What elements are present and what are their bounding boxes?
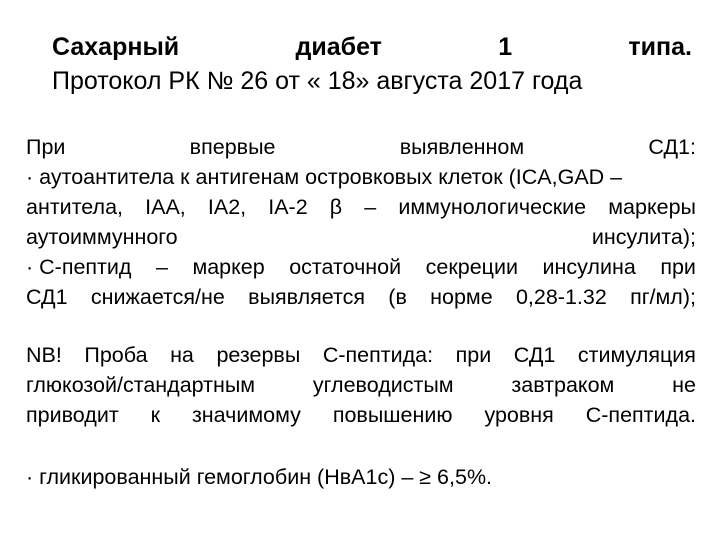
text-word: значимому: [191, 403, 301, 427]
text-word: маркеры: [608, 195, 696, 219]
text-word: уровня: [484, 403, 554, 427]
text-word: (в: [388, 285, 407, 309]
text-word: β: [329, 195, 343, 219]
text-word: повышению: [332, 403, 453, 427]
text-word: к: [150, 403, 161, 427]
section-diagnosis-markers: [26, 132, 696, 312]
text-line: [26, 192, 696, 222]
text-word: на: [170, 343, 194, 367]
text-word: антитела,: [26, 195, 124, 219]
title-word: диабет: [295, 33, 382, 61]
text-word: IA2,: [207, 195, 247, 219]
text-line: [26, 132, 696, 162]
text-word: IA-2: [268, 195, 308, 219]
text-word: маркер: [192, 255, 265, 279]
text-word: иммунологические: [398, 195, 587, 219]
text-word: снижается/не: [90, 285, 225, 309]
text-word: впервые: [189, 135, 276, 159]
text-word: выявленном: [399, 135, 525, 159]
section-hba1c: [26, 462, 696, 492]
text-word: не: [672, 373, 696, 397]
text-line: [26, 282, 696, 312]
text-word: СД1: [513, 343, 556, 367]
text-word: норме: [430, 285, 493, 309]
text-line: [26, 222, 696, 252]
text-word: инсулита);: [591, 225, 696, 249]
section-nb-note: [26, 340, 696, 430]
text-word: С-пептида:: [322, 343, 434, 367]
text-word: приводит: [26, 403, 119, 427]
title-word: Сахарный: [52, 33, 180, 61]
text-word: При: [26, 135, 66, 159]
text-line: [26, 400, 696, 430]
text-word: · С-пептид: [26, 255, 132, 279]
nb-label: NB!: [26, 343, 62, 367]
text-word: пг/мл);: [630, 285, 696, 309]
text-word: инсулина: [542, 255, 636, 279]
text-word: углеводистым: [312, 373, 454, 397]
text-word: –: [364, 195, 377, 219]
text-line: [26, 370, 696, 400]
text-word: выявляется: [248, 285, 366, 309]
title-line-1: [52, 30, 692, 64]
text-word: аутоиммунного: [26, 225, 178, 249]
slide-title: [52, 30, 692, 98]
text-line: [26, 340, 696, 370]
text-word: завтраком: [511, 373, 615, 397]
text-line: · гликированный гемоглобин (НвА1с) – ≥ 6,5%.: [26, 465, 493, 489]
text-word: секреции: [425, 255, 519, 279]
text-line: [26, 252, 696, 282]
text-word: глюкозой/стандартным: [26, 373, 256, 397]
title-word: типа.: [628, 33, 692, 61]
text-word: стимуляция: [577, 343, 696, 367]
text-word: СД1: [26, 285, 68, 309]
text-word: 0,28-1.32: [515, 285, 607, 309]
text-word: при: [660, 255, 696, 279]
text-line: · аутоантитела к антигенам островковых клеток (ICA,GAD –: [26, 165, 623, 189]
text-word: СД1:: [648, 135, 696, 159]
title-line-2: Протокол РК № 26 от « 18» августа 2017 года: [52, 67, 583, 95]
text-word: остаточной: [289, 255, 402, 279]
title-word: 1: [498, 33, 513, 61]
text-word: С-пептида.: [585, 403, 696, 427]
text-word: Проба: [84, 343, 148, 367]
text-word: –: [155, 255, 168, 279]
text-word: резервы: [216, 343, 301, 367]
text-word: при: [455, 343, 492, 367]
text-word: IAA,: [145, 195, 186, 219]
